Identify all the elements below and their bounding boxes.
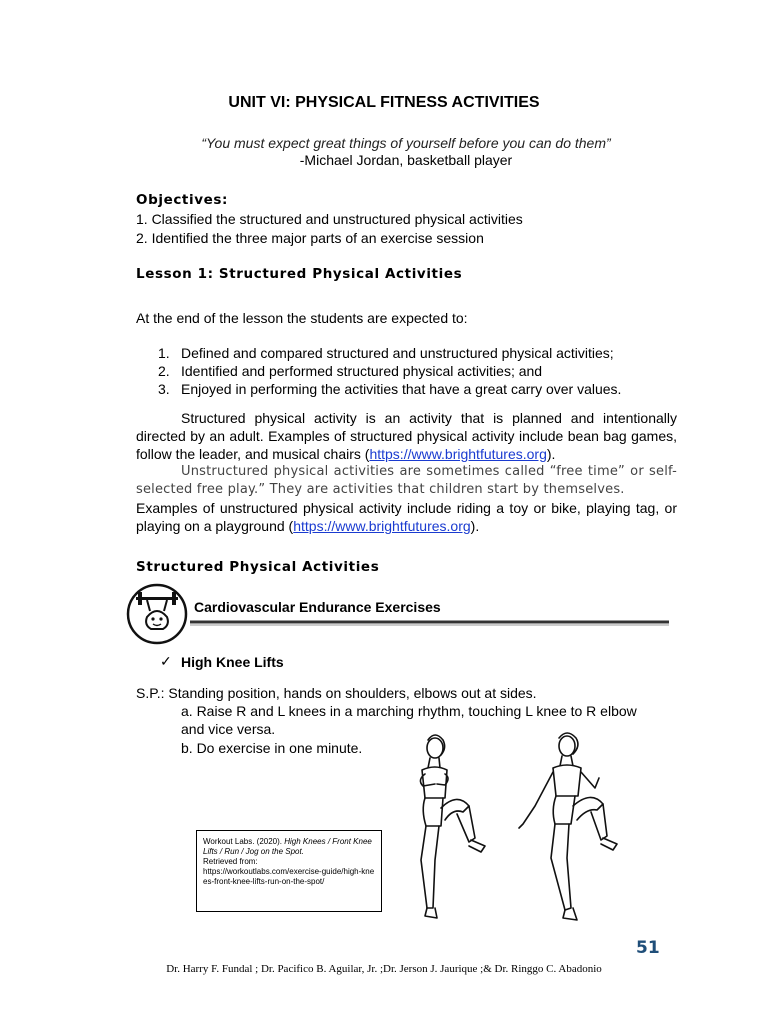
check-icon: ✓ [160, 653, 172, 669]
objectives-heading: Objectives: [136, 192, 228, 208]
learning-outcomes-list [136, 344, 696, 398]
page-number: 51 [636, 938, 660, 958]
section-heading: Structured Physical Activities [136, 559, 380, 575]
list-item [136, 362, 696, 380]
unstructured-text: Examples of unstructured physical activity include riding a toy or bike, playing tag, or playing on a playground ( [136, 500, 677, 534]
exercise-name: High Knee Lifts [181, 654, 284, 670]
unstructured-text-end: ). [470, 518, 480, 534]
list-text: Identified and performed structured physical activities; and [181, 363, 543, 379]
section-banner [126, 585, 686, 645]
step-a-line-2: and vice versa. [181, 721, 276, 737]
list-number: 3. [158, 381, 170, 397]
page-title: UNIT VI: PHYSICAL FITNESS ACTIVITIES [228, 94, 540, 111]
reference-box [196, 830, 382, 912]
footer-authors: Dr. Harry F. Fundal ; Dr. Pacifico B. Aguilar, Jr. ;Dr. Jerson J. Jaurique ;& Dr. Ringgo C. Abadonio [166, 963, 602, 975]
list-text: Defined and compared structured and unstructured physical activities; [181, 345, 614, 361]
list-number: 2. [158, 363, 170, 379]
list-item [136, 380, 696, 398]
list-number: 1. [158, 345, 170, 361]
brightfutures-link-2[interactable]: https://www.brightfutures.org [293, 518, 471, 534]
lesson-intro: At the end of the lesson the students are expected to: [136, 310, 468, 326]
lesson-heading: Lesson 1: Structured Physical Activities [136, 266, 463, 282]
high-knees-illustration [395, 728, 625, 928]
banner-title: Cardiovascular Endurance Exercises [194, 599, 441, 615]
list-item [136, 344, 696, 362]
quote-text: “You must expect great things of yourself before you can do them” [201, 135, 611, 151]
structured-text-end: ). [546, 446, 556, 462]
reference-prefix: Workout Labs. (2020). [203, 837, 283, 846]
reference-title: High Knees / Front Knee Lifts / Run / Jog on the Spot. [203, 837, 372, 856]
starting-position: S.P.: Standing position, hands on shoulders, elbows out at sides. [136, 685, 537, 701]
reference-url[interactable]: https://workoutlabs.com/exercise-guide/high-knees-front-knee-lifts-run-on-the-spot/ [203, 867, 375, 886]
unstructured-styled-text: Unstructured physical activities are sometimes called “free time” or self-selected free play.” They are activities that children start by themselves. [136, 464, 677, 497]
weightlifter-icon [126, 583, 188, 645]
list-text: Enjoyed in performing the activities that have a great carry over values. [181, 381, 622, 397]
banner-underline [126, 585, 686, 645]
objective-item-1: 1. Classified the structured and unstructured physical activities [136, 211, 523, 227]
objective-item-2: 2. Identified the three major parts of an exercise session [136, 230, 484, 246]
unstructured-paragraph [136, 499, 677, 535]
step-a-line-1: a. Raise R and L knees in a marching rhythm, touching L knee to R elbow [181, 703, 637, 719]
quote-author: -Michael Jordan, basketball player [299, 152, 513, 168]
reference-retrieved: Retrieved from: [203, 857, 258, 866]
structured-text: Structured physical activity is an activity that is planned and intentionally directed by an adult. Examples of structured physical activity include bean bag games, follow the leader, and musical chairs ( [136, 410, 677, 462]
structured-paragraph [136, 409, 677, 463]
brightfutures-link-1[interactable]: https://www.brightfutures.org [369, 446, 547, 462]
step-b: b. Do exercise in one minute. [181, 740, 363, 756]
